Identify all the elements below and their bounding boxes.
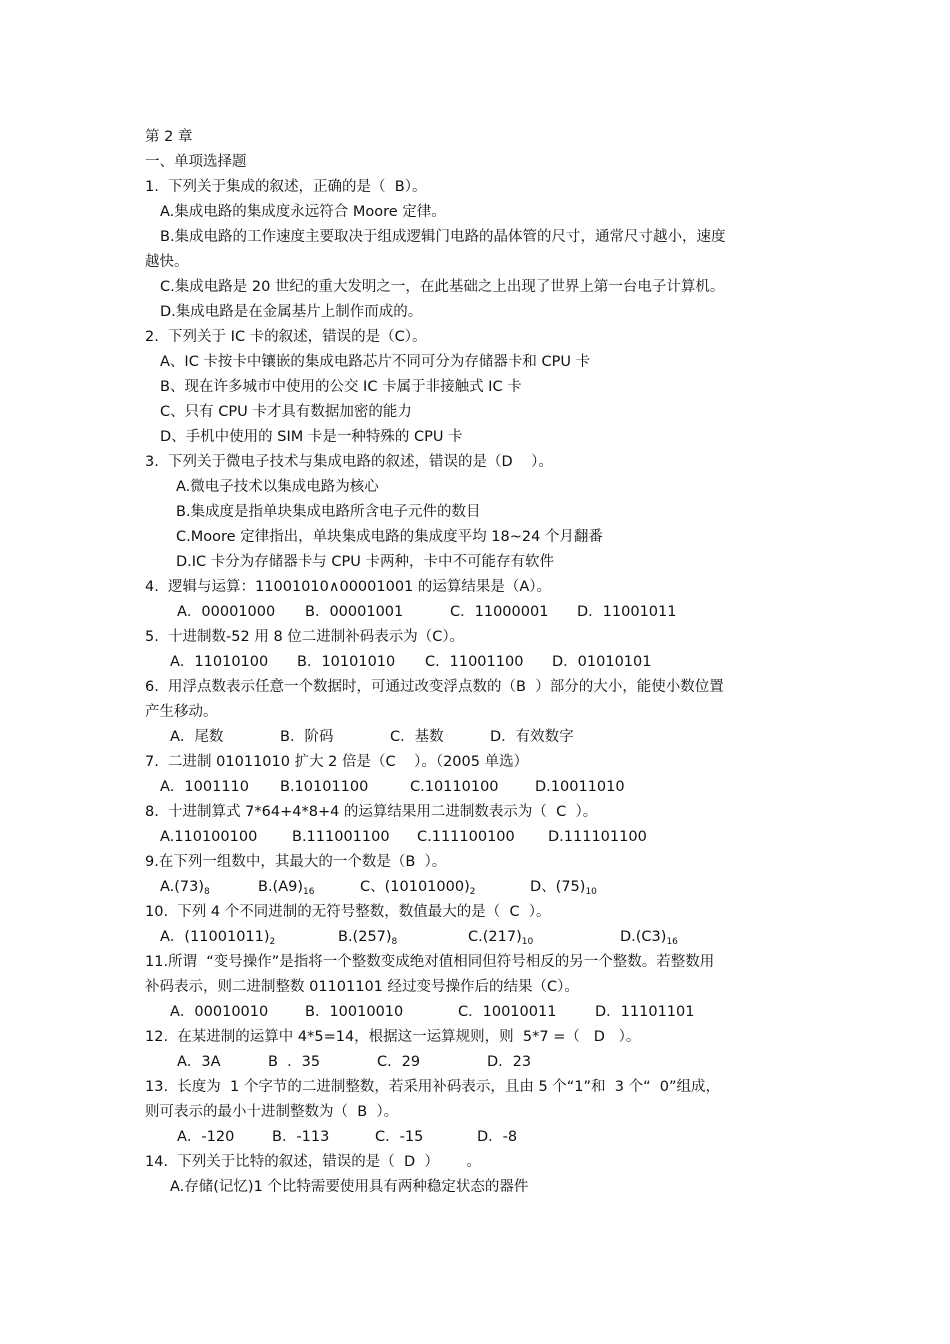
question-9-option-b: $B.(A9)_{16}$: [258, 879, 315, 897]
question-5-stem: 5. 十进制数-52 用 8 位二进制补码表示为（C）。: [145, 629, 465, 645]
question-8-option-d: D.111101100: [548, 829, 647, 845]
question-2-option-a: A、IC 卡按卡中镶嵌的集成电路芯片不同可分为存储器卡和 CPU 卡: [160, 354, 591, 370]
question-7-option-b: B.10101100: [280, 779, 369, 795]
question-3-option-d: D.IC 卡分为存储器卡与 CPU 卡两种，卡中不可能存有软件: [176, 554, 554, 570]
question-10-option-a: A．$(11001011)_2$: [160, 929, 276, 947]
question-12-option-b: B ．35: [268, 1054, 321, 1070]
question-7-stem: 7. 二进制 01011010 扩大 2 倍是（C ）。（2005 单选）: [145, 754, 529, 770]
section-title: 一、单项选择题: [145, 154, 247, 170]
question-11-option-c: C．10010011: [458, 1004, 557, 1020]
question-9-option-a: $A.(73)_8$: [160, 879, 210, 897]
question-6-stem: 6. 用浮点数表示任意一个数据时，可通过改变浮点数的（B ）部分的大小，能使小数位置: [145, 679, 724, 695]
question-13-option-c: C．-15: [375, 1129, 424, 1145]
question-12-stem: 12. 在某进制的运算中 4*5=14，根据这一运算规则，则 5*7 =（ D ）。: [145, 1029, 641, 1045]
question-4-option-a: A．00001000: [177, 604, 276, 620]
question-7-option-c: C.10110100: [410, 779, 499, 795]
question-6-stem-cont: 产生移动。: [145, 704, 218, 720]
question-9-option-d: D、$(75)_{10}$: [530, 879, 597, 897]
question-11-option-d: D．11101101: [595, 1004, 695, 1020]
question-11-stem: 11.所谓 “变号操作”是指将一个整数变成绝对值相同但符号相反的另一个整数。若整数用: [145, 954, 715, 970]
question-3-option-b: B.集成度是指单块集成电路所含电子元件的数目: [176, 504, 481, 520]
question-13-option-a: A．-120: [177, 1129, 235, 1145]
question-11-option-a: A．00010010: [170, 1004, 269, 1020]
question-8-option-b: B.111001100: [292, 829, 390, 845]
question-12-option-d: D．23: [487, 1054, 532, 1070]
question-4-stem: 4. 逻辑与运算：11001010∧00001001 的运算结果是（A）。: [145, 579, 552, 595]
question-3-option-c: C.Moore 定律指出，单块集成电路的集成度平均 18~24 个月翻番: [176, 529, 603, 545]
question-2-option-c: C、只有 CPU 卡才具有数据加密的能力: [160, 404, 412, 420]
question-4-option-d: D．11001011: [577, 604, 677, 620]
question-9-stem: 9.在下列一组数中，其最大的一个数是（B ）。: [145, 854, 447, 870]
question-2-option-b: B、现在许多城市中使用的公交 IC 卡属于非接触式 IC 卡: [160, 379, 522, 395]
question-8-option-a: A.110100100: [160, 829, 258, 845]
question-1-stem: 1. 下列关于集成的叙述，正确的是（ B）。: [145, 179, 427, 195]
question-6-option-c: C．基数: [390, 729, 444, 745]
question-4-option-c: C．11000001: [450, 604, 549, 620]
question-6-option-d: D．有效数字: [490, 729, 574, 745]
question-6-option-a: A．尾数: [170, 729, 224, 745]
question-4-option-b: B．00001001: [305, 604, 404, 620]
question-14-option-a: A.存储(记忆)1 个比特需要使用具有两种稳定状态的器件: [170, 1179, 529, 1195]
question-13-option-d: D．-8: [477, 1129, 518, 1145]
question-1-option-d: D.集成电路是在金属基片上制作而成的。: [160, 304, 423, 320]
question-3-stem: 3. 下列关于微电子技术与集成电路的叙述，错误的是（D ）。: [145, 454, 553, 470]
question-3-option-a: A.微电子技术以集成电路为核心: [176, 479, 379, 495]
question-13-stem: 13. 长度为 1 个字节的二进制整数，若采用补码表示，且由 5 个“1”和 3 个“ 0”组成，: [145, 1079, 721, 1095]
question-2-stem: 2. 下列关于 IC 卡的叙述，错误的是（C）。: [145, 329, 427, 345]
question-8-option-c: C.111100100: [417, 829, 515, 845]
question-12-option-a: A．3A: [177, 1054, 221, 1070]
question-1-option-b-cont: 越快。: [145, 254, 189, 270]
question-11-option-b: B．10010010: [305, 1004, 404, 1020]
question-1-option-c: C.集成电路是 20 世纪的重大发明之一，在此基础之上出现了世界上第一台电子计算机。: [160, 279, 725, 295]
question-13-stem-cont: 则可表示的最小十进制整数为（ B ）。: [145, 1104, 399, 1120]
question-10-stem: 10. 下列 4 个不同进制的无符号整数，数值最大的是（ C ）。: [145, 904, 551, 920]
question-8-stem: 8. 十进制算式 7*64+4*8+4 的运算结果用二进制数表示为（ C ）。: [145, 804, 598, 820]
question-9-option-c: C、$(10101000)_2$: [360, 879, 476, 897]
question-6-option-b: B．阶码: [280, 729, 334, 745]
question-5-option-a: A．11010100: [170, 654, 269, 670]
question-10-option-d: $D.(C3)_{16}$: [620, 929, 678, 947]
question-10-option-b: $B.(257)_8$: [338, 929, 398, 947]
question-5-option-d: D．01010101: [552, 654, 652, 670]
question-7-option-a: A．1001110: [160, 779, 249, 795]
chapter-title: 第 2 章: [145, 129, 193, 145]
question-5-option-c: C．11001100: [425, 654, 524, 670]
question-12-option-c: C．29: [377, 1054, 421, 1070]
question-13-option-b: B．-113: [272, 1129, 330, 1145]
question-5-option-b: B．10101010: [297, 654, 396, 670]
question-2-option-d: D、手机中使用的 SIM 卡是一种特殊的 CPU 卡: [160, 429, 463, 445]
question-1-option-a: A.集成电路的集成度永远符合 Moore 定律。: [160, 204, 446, 220]
question-11-stem-cont: 补码表示，则二进制整数 01101101 经过变号操作后的结果（C）。: [145, 979, 579, 995]
question-14-stem: 14. 下列关于比特的叙述，错误的是（ D ） 。: [145, 1154, 482, 1170]
question-7-option-d: D.10011010: [535, 779, 625, 795]
question-10-option-c: $C.(217)_{10}$: [468, 929, 534, 947]
question-1-option-b: B.集成电路的工作速度主要取决于组成逻辑门电路的晶体管的尺寸，通常尺寸越小，速度: [160, 229, 726, 245]
